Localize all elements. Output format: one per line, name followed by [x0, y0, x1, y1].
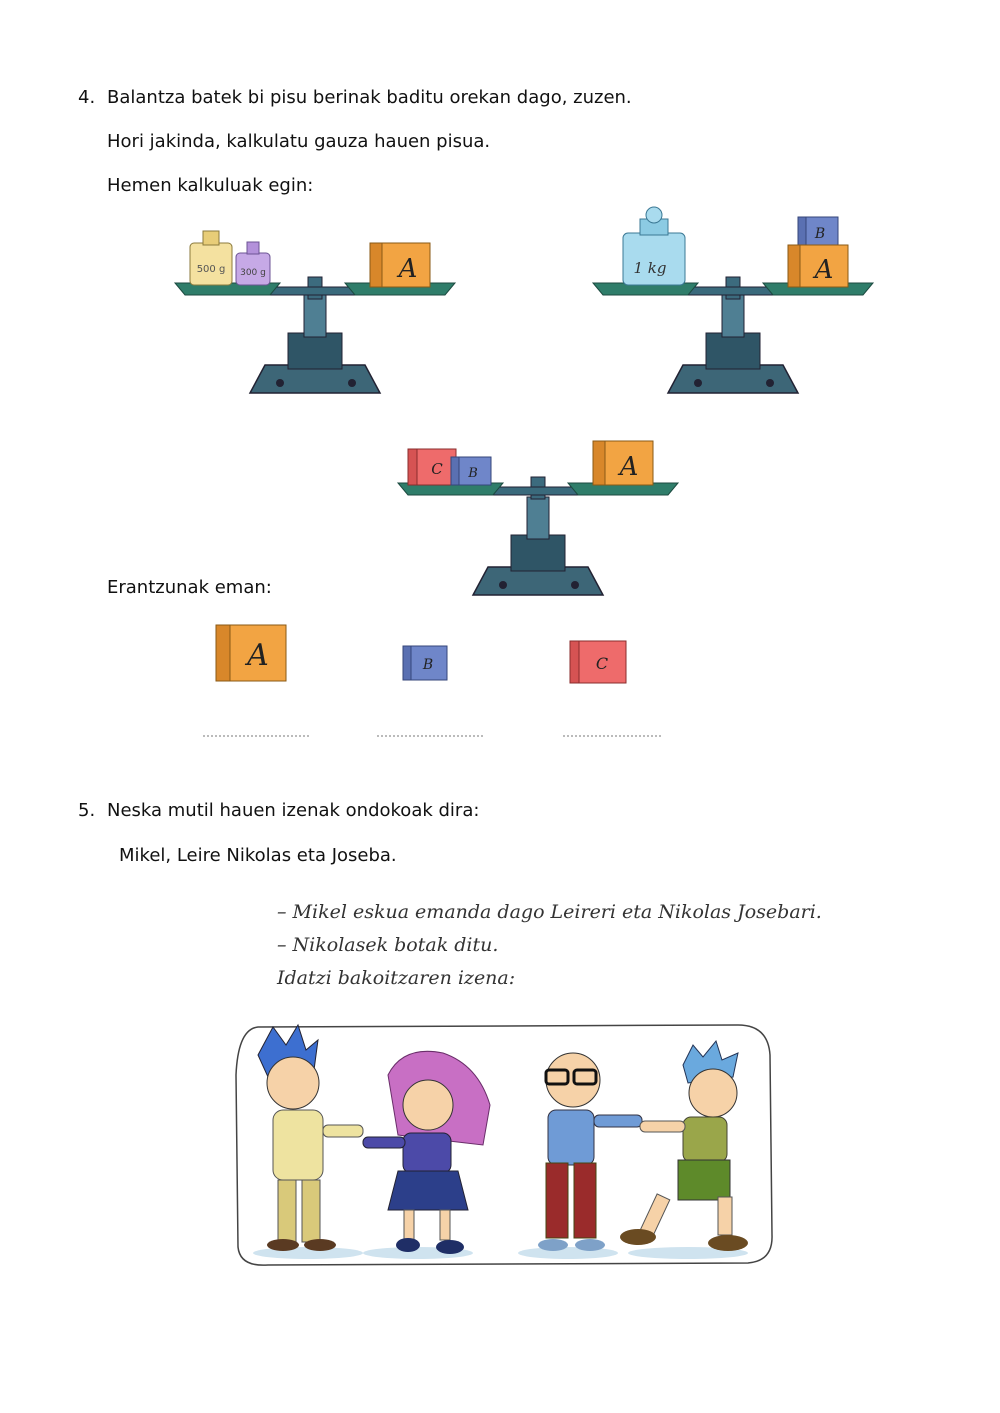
- weight-label-300g: 300 g: [240, 268, 266, 278]
- block-a-label: A: [814, 255, 834, 285]
- weight-label-1kg: 1 kg: [633, 259, 667, 277]
- q4-instruction: Hori jakinda, kalkulatu gauza hauen pisua.: [107, 131, 491, 152]
- block-b-label: B: [468, 466, 478, 481]
- answer-block-c-label: C: [595, 654, 609, 673]
- balance-scale-3: [393, 435, 683, 610]
- q4-answers-label: Erantzunak eman:: [107, 577, 272, 598]
- answer-line-c[interactable]: [563, 735, 661, 737]
- answer-line-a[interactable]: [203, 735, 309, 737]
- balance-scale-2: [588, 205, 878, 415]
- child-1: [258, 1025, 363, 1251]
- block-c-label: C: [431, 460, 443, 478]
- q4-work-label: Hemen kalkuluak egin:: [107, 175, 314, 196]
- child-3: [538, 1053, 642, 1251]
- block-b-label: B: [814, 226, 826, 242]
- q5-number: 5.: [78, 800, 96, 821]
- balance-scale-1: [170, 225, 460, 415]
- q5-clue-2: – Nikolasek botak ditu.: [277, 934, 499, 956]
- q5-statement: Neska mutil hauen izenak ondokoak dira:: [107, 800, 480, 821]
- q4-number: 4.: [78, 87, 96, 108]
- answer-block-b-label: B: [422, 657, 434, 673]
- q5-clue-1: – Mikel eskua emanda dago Leireri eta Nikolas Josebari.: [277, 901, 822, 923]
- answer-block-c: [568, 639, 630, 687]
- answer-line-b[interactable]: [377, 735, 483, 737]
- child-4: [620, 1041, 748, 1251]
- q4-statement: Balantza batek bi pisu berinak baditu orekan dago, zuzen.: [107, 87, 632, 108]
- q5-task: Idatzi bakoitzaren izena:: [277, 967, 516, 989]
- answer-block-b: [401, 644, 451, 682]
- children-illustration: [228, 1015, 780, 1275]
- weight-label-500g: 500 g: [196, 264, 226, 275]
- child-2: [363, 1051, 490, 1254]
- block-a-label: A: [619, 452, 639, 482]
- answer-block-a-label: A: [247, 638, 269, 673]
- block-a-label: A: [398, 254, 418, 284]
- q5-names-list: Mikel, Leire Nikolas eta Joseba.: [119, 845, 397, 866]
- answer-block-a: [214, 621, 290, 685]
